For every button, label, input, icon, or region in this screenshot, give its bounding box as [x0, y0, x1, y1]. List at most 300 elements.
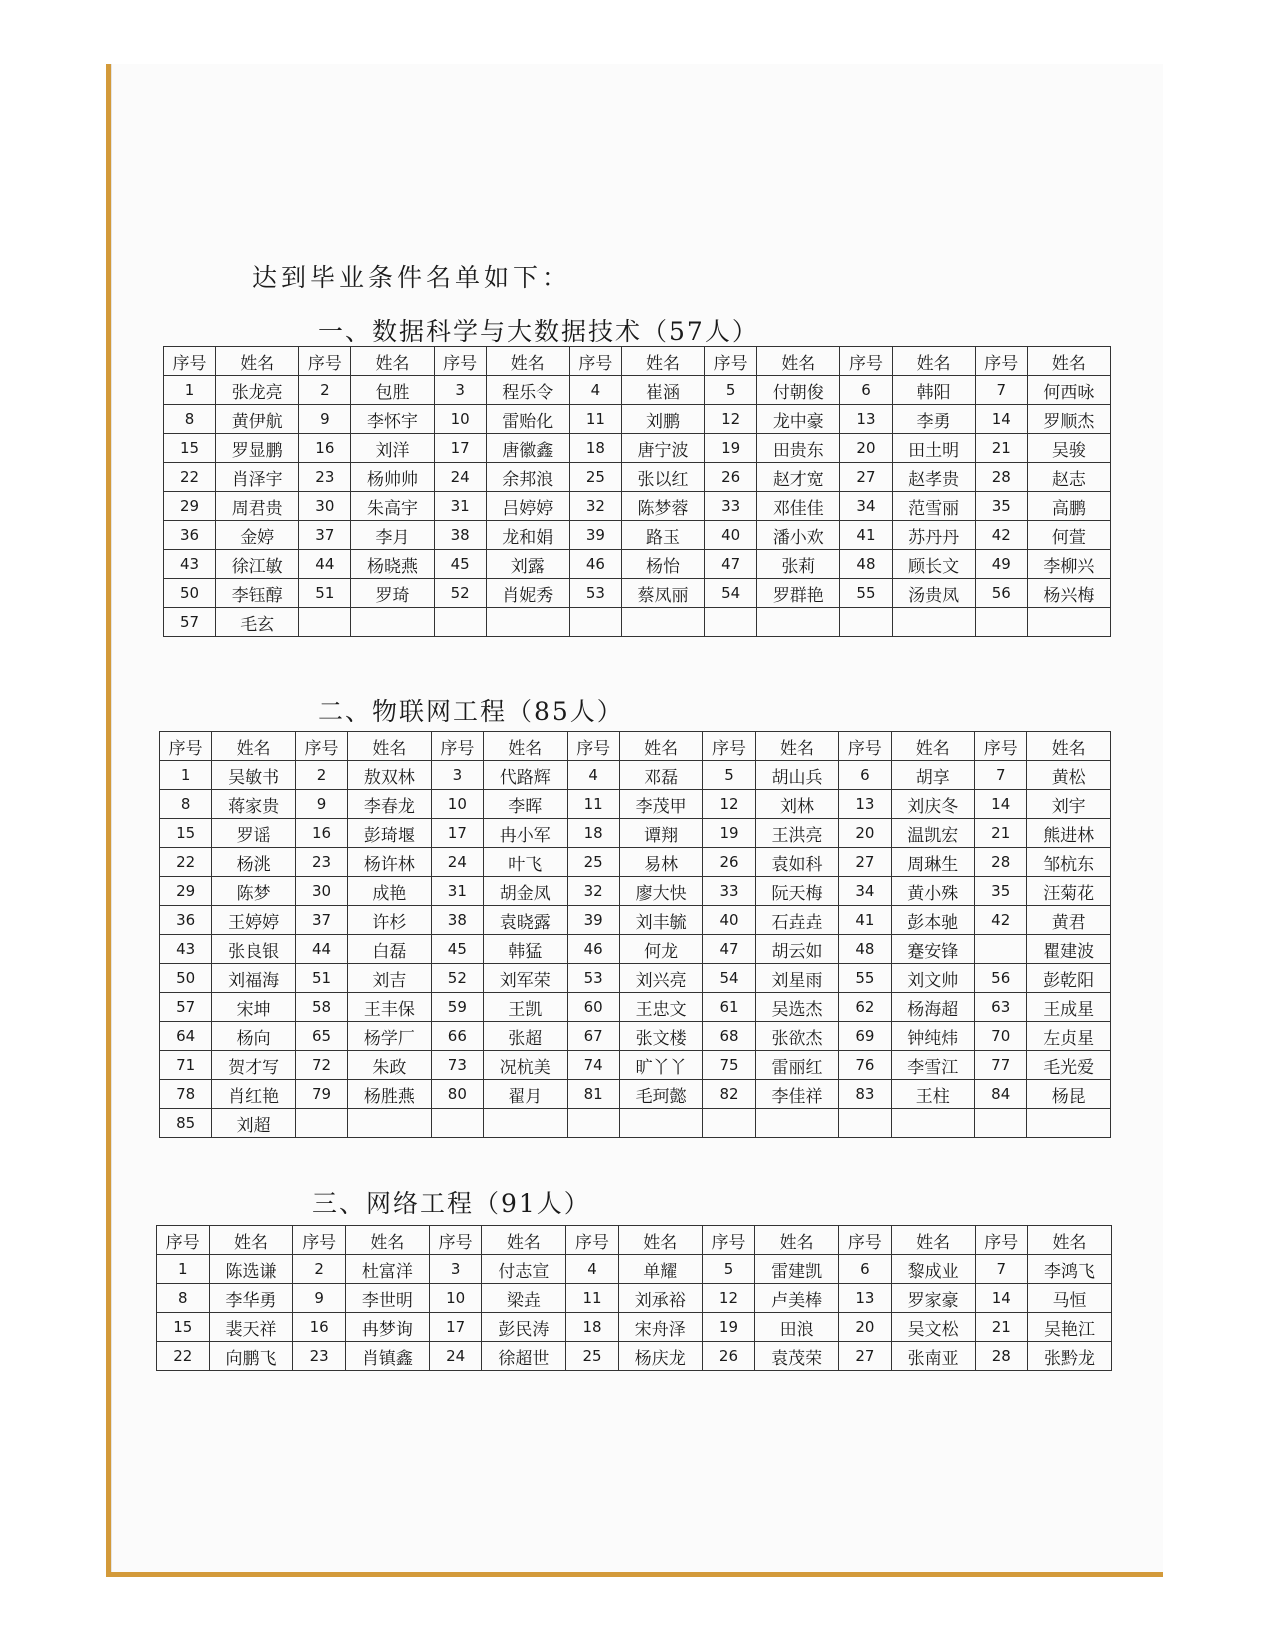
table-header-row [157, 1226, 1112, 1255]
cell-name: 杨学厂 [348, 1022, 432, 1051]
cell-number: 19 [703, 819, 755, 848]
cell-name: 胡享 [891, 761, 975, 790]
cell-name: 杨庆龙 [618, 1342, 702, 1371]
cell-number: 18 [567, 819, 619, 848]
cell-name: 罗显鹏 [216, 434, 299, 463]
header-no: 序号 [160, 732, 212, 761]
cell-number: 83 [839, 1080, 891, 1109]
cell-number: 9 [295, 790, 347, 819]
cell-number: 41 [840, 521, 892, 550]
cell-name: 裴天祥 [209, 1313, 293, 1342]
page-heading: 达到毕业条件名单如下： [252, 263, 572, 292]
table-row [164, 608, 1111, 637]
cell-name: 吴文松 [891, 1313, 975, 1342]
cell-number: 15 [160, 819, 212, 848]
cell-number: 85 [160, 1109, 212, 1138]
roster-table-1 [163, 346, 1111, 637]
cell-number: 66 [431, 1022, 483, 1051]
cell-number: 3 [431, 761, 483, 790]
table-row [164, 521, 1111, 550]
cell-name: 左贞星 [1027, 1022, 1111, 1051]
cell-number: 65 [295, 1022, 347, 1051]
cell-number: 17 [434, 434, 486, 463]
cell-number: 13 [840, 405, 892, 434]
cell-number: 57 [164, 608, 216, 637]
cell-number: 54 [705, 579, 757, 608]
header-name: 姓名 [351, 347, 434, 376]
cell-name: 刘承裕 [618, 1284, 702, 1313]
cell-name: 李钰醇 [216, 579, 299, 608]
cell-name: 袁如科 [755, 848, 839, 877]
cell-name: 唐宁波 [621, 434, 704, 463]
cell-name: 邓佳佳 [757, 492, 840, 521]
cell-name: 刘宇 [1027, 790, 1111, 819]
cell-number: 59 [431, 993, 483, 1022]
header-name: 姓名 [482, 1226, 566, 1255]
cell-number: 10 [434, 405, 486, 434]
cell-number: 55 [840, 579, 892, 608]
cell-number: 14 [975, 790, 1027, 819]
cell-name: 范雪丽 [892, 492, 975, 521]
cell-number [299, 608, 351, 637]
cell-number: 9 [293, 1284, 346, 1313]
header-no: 序号 [840, 347, 892, 376]
cell-name: 钟纯炜 [891, 1022, 975, 1051]
cell-name: 黄小殊 [891, 877, 975, 906]
cell-number: 68 [703, 1022, 755, 1051]
header-name: 姓名 [209, 1226, 293, 1255]
cell-name: 毛珂懿 [619, 1080, 703, 1109]
cell-number: 33 [705, 492, 757, 521]
cell-number: 2 [299, 376, 351, 405]
cell-number: 27 [839, 1342, 892, 1371]
cell-name: 龙中豪 [757, 405, 840, 434]
cell-name: 王凯 [484, 993, 568, 1022]
cell-number [975, 608, 1027, 637]
cell-number: 52 [434, 579, 486, 608]
cell-name [892, 608, 975, 637]
header-name: 姓名 [348, 732, 432, 761]
table-row [160, 935, 1111, 964]
cell-name: 刘林 [755, 790, 839, 819]
cell-name: 王婷婷 [212, 906, 296, 935]
header-name: 姓名 [212, 732, 296, 761]
cell-name: 包胜 [351, 376, 434, 405]
cell-number: 56 [975, 579, 1027, 608]
cell-name: 石垚垚 [755, 906, 839, 935]
cell-number: 5 [703, 761, 755, 790]
cell-name: 梁垚 [482, 1284, 566, 1313]
cell-number: 26 [703, 848, 755, 877]
cell-name: 胡金凤 [484, 877, 568, 906]
table-row [160, 964, 1111, 993]
cell-name: 杨兴梅 [1027, 579, 1110, 608]
table-header-row [160, 732, 1111, 761]
cell-number: 50 [160, 964, 212, 993]
cell-number: 47 [705, 550, 757, 579]
cell-number: 11 [569, 405, 621, 434]
cell-number: 8 [160, 790, 212, 819]
cell-number: 52 [431, 964, 483, 993]
cell-number: 5 [705, 376, 757, 405]
cell-name: 蔡凤丽 [621, 579, 704, 608]
header-name: 姓名 [1027, 732, 1111, 761]
cell-number: 11 [567, 790, 619, 819]
cell-name [755, 1109, 839, 1138]
table-row [164, 463, 1111, 492]
cell-name: 吴敏书 [212, 761, 296, 790]
table-row [160, 819, 1111, 848]
cell-number: 1 [157, 1255, 210, 1284]
cell-name: 彭本驰 [891, 906, 975, 935]
header-no: 序号 [975, 1226, 1028, 1255]
cell-name: 刘丰毓 [619, 906, 703, 935]
cell-number: 20 [839, 1313, 892, 1342]
cell-name: 胡山兵 [755, 761, 839, 790]
cell-name: 罗琦 [351, 579, 434, 608]
cell-number [839, 1109, 891, 1138]
cell-number: 25 [569, 463, 621, 492]
header-no: 序号 [703, 732, 755, 761]
cell-number: 15 [164, 434, 216, 463]
cell-number [703, 1109, 755, 1138]
cell-number: 79 [295, 1080, 347, 1109]
cell-number: 1 [164, 376, 216, 405]
cell-number: 22 [157, 1342, 210, 1371]
cell-name: 宋坤 [212, 993, 296, 1022]
header-name: 姓名 [1027, 347, 1110, 376]
cell-name: 成艳 [348, 877, 432, 906]
cell-number: 35 [975, 877, 1027, 906]
cell-name: 吴艳江 [1028, 1313, 1112, 1342]
cell-name: 李怀宇 [351, 405, 434, 434]
cell-number: 33 [703, 877, 755, 906]
cell-number: 39 [569, 521, 621, 550]
header-name: 姓名 [216, 347, 299, 376]
cell-name: 何龙 [619, 935, 703, 964]
cell-name: 蹇安锋 [891, 935, 975, 964]
cell-number: 14 [975, 1284, 1028, 1313]
cell-name: 杨洮 [212, 848, 296, 877]
cell-number [431, 1109, 483, 1138]
cell-number: 16 [293, 1313, 346, 1342]
cell-number: 77 [975, 1051, 1027, 1080]
cell-name: 顾长文 [892, 550, 975, 579]
cell-name: 李茂甲 [619, 790, 703, 819]
cell-name: 赵才宽 [757, 463, 840, 492]
cell-number: 44 [299, 550, 351, 579]
cell-number: 34 [839, 877, 891, 906]
cell-number: 15 [157, 1313, 210, 1342]
cell-name: 罗谣 [212, 819, 296, 848]
cell-number: 32 [567, 877, 619, 906]
header-name: 姓名 [619, 732, 703, 761]
cell-name: 彭乾阳 [1027, 964, 1111, 993]
cell-name: 刘兴亮 [619, 964, 703, 993]
cell-name [348, 1109, 432, 1138]
cell-number: 45 [431, 935, 483, 964]
cell-name [891, 1109, 975, 1138]
cell-number: 42 [975, 521, 1027, 550]
cell-name [757, 608, 840, 637]
table-header-row [164, 347, 1111, 376]
cell-name: 徐江敏 [216, 550, 299, 579]
cell-name: 贺才写 [212, 1051, 296, 1080]
cell-number: 51 [295, 964, 347, 993]
cell-name: 韩阳 [892, 376, 975, 405]
cell-name: 张黔龙 [1028, 1342, 1112, 1371]
cell-number: 50 [164, 579, 216, 608]
cell-number: 20 [839, 819, 891, 848]
cell-name: 胡云如 [755, 935, 839, 964]
cell-name: 毛玄 [216, 608, 299, 637]
cell-name: 袁晓露 [484, 906, 568, 935]
cell-name: 吕婷婷 [486, 492, 569, 521]
cell-number: 26 [702, 1342, 755, 1371]
table-row [160, 906, 1111, 935]
cell-name: 吴选杰 [755, 993, 839, 1022]
cell-number: 29 [160, 877, 212, 906]
cell-number: 82 [703, 1080, 755, 1109]
table-row [160, 790, 1111, 819]
cell-number: 17 [429, 1313, 482, 1342]
cell-number: 39 [567, 906, 619, 935]
cell-number: 76 [839, 1051, 891, 1080]
cell-number: 44 [295, 935, 347, 964]
table-row [157, 1284, 1112, 1313]
cell-name: 彭民涛 [482, 1313, 566, 1342]
cell-number: 51 [299, 579, 351, 608]
table-row [160, 1080, 1111, 1109]
cell-number: 35 [975, 492, 1027, 521]
cell-name: 熊进林 [1027, 819, 1111, 848]
cell-number [567, 1109, 619, 1138]
cell-name: 何西咏 [1027, 376, 1110, 405]
cell-number: 13 [839, 790, 891, 819]
cell-name: 李世明 [345, 1284, 429, 1313]
cell-name [621, 608, 704, 637]
cell-number: 12 [702, 1284, 755, 1313]
cell-name: 高鹏 [1027, 492, 1110, 521]
cell-number: 10 [431, 790, 483, 819]
cell-name: 阮天梅 [755, 877, 839, 906]
table-row [160, 1051, 1111, 1080]
cell-name: 杨海超 [891, 993, 975, 1022]
cell-name: 冉梦询 [345, 1313, 429, 1342]
cell-name: 敖双林 [348, 761, 432, 790]
cell-name: 彭琦堰 [348, 819, 432, 848]
cell-name: 张莉 [757, 550, 840, 579]
section-title-1: 一、数据科学与大数据技术（57人） [318, 317, 759, 346]
cell-number: 69 [839, 1022, 891, 1051]
cell-number: 24 [431, 848, 483, 877]
cell-name: 况杭美 [484, 1051, 568, 1080]
cell-number: 24 [434, 463, 486, 492]
cell-name: 蒋家贵 [212, 790, 296, 819]
header-name: 姓名 [757, 347, 840, 376]
cell-number: 10 [429, 1284, 482, 1313]
cell-name: 李月 [351, 521, 434, 550]
cell-name: 罗顺杰 [1027, 405, 1110, 434]
cell-number: 21 [975, 819, 1027, 848]
table-row [157, 1313, 1112, 1342]
cell-name: 何萱 [1027, 521, 1110, 550]
cell-name: 杨昆 [1027, 1080, 1111, 1109]
cell-name: 唐徽鑫 [486, 434, 569, 463]
cell-name: 刘洋 [351, 434, 434, 463]
cell-number: 7 [975, 761, 1027, 790]
cell-number: 41 [839, 906, 891, 935]
cell-name: 谭翔 [619, 819, 703, 848]
cell-number: 71 [160, 1051, 212, 1080]
cell-number: 78 [160, 1080, 212, 1109]
cell-number: 73 [431, 1051, 483, 1080]
cell-number: 74 [567, 1051, 619, 1080]
cell-name: 苏丹丹 [892, 521, 975, 550]
cell-name: 李勇 [892, 405, 975, 434]
cell-name: 刘吉 [348, 964, 432, 993]
cell-name: 杨胜燕 [348, 1080, 432, 1109]
cell-number: 37 [299, 521, 351, 550]
roster-table-3 [156, 1225, 1112, 1371]
cell-name: 李春龙 [348, 790, 432, 819]
cell-number: 54 [703, 964, 755, 993]
cell-number: 60 [567, 993, 619, 1022]
header-name: 姓名 [891, 732, 975, 761]
cell-number: 24 [429, 1342, 482, 1371]
cell-name: 张龙亮 [216, 376, 299, 405]
cell-number: 47 [703, 935, 755, 964]
cell-name: 李鸿飞 [1028, 1255, 1112, 1284]
cell-number: 58 [295, 993, 347, 1022]
header-no: 序号 [295, 732, 347, 761]
cell-name: 许杉 [348, 906, 432, 935]
cell-number: 16 [295, 819, 347, 848]
cell-number: 30 [299, 492, 351, 521]
cell-number: 45 [434, 550, 486, 579]
cell-number: 27 [840, 463, 892, 492]
cell-number: 7 [975, 1255, 1028, 1284]
cell-number: 42 [975, 906, 1027, 935]
header-name: 姓名 [892, 347, 975, 376]
section-title-3: 三、网络工程（91人） [312, 1189, 591, 1218]
header-no: 序号 [567, 732, 619, 761]
table-row [164, 492, 1111, 521]
cell-name: 刘军荣 [484, 964, 568, 993]
cell-number: 84 [975, 1080, 1027, 1109]
header-no: 序号 [299, 347, 351, 376]
table-row [160, 1109, 1111, 1138]
cell-name: 金婷 [216, 521, 299, 550]
cell-name: 田浪 [755, 1313, 839, 1342]
cell-number: 9 [299, 405, 351, 434]
cell-name: 王忠文 [619, 993, 703, 1022]
table-row [164, 579, 1111, 608]
cell-number: 43 [160, 935, 212, 964]
cell-name: 肖镇鑫 [345, 1342, 429, 1371]
header-name: 姓名 [755, 1226, 839, 1255]
cell-number: 57 [160, 993, 212, 1022]
cell-number: 11 [566, 1284, 619, 1313]
table-row [160, 993, 1111, 1022]
cell-name: 杨向 [212, 1022, 296, 1051]
cell-name: 张以红 [621, 463, 704, 492]
cell-number: 61 [703, 993, 755, 1022]
cell-name: 周君贵 [216, 492, 299, 521]
header-no: 序号 [705, 347, 757, 376]
header-name: 姓名 [345, 1226, 429, 1255]
header-no: 序号 [569, 347, 621, 376]
cell-number: 22 [160, 848, 212, 877]
cell-name: 叶飞 [484, 848, 568, 877]
cell-number: 19 [702, 1313, 755, 1342]
cell-number [975, 935, 1027, 964]
cell-name: 张欲杰 [755, 1022, 839, 1051]
cell-name: 黄松 [1027, 761, 1111, 790]
cell-number: 1 [160, 761, 212, 790]
header-name: 姓名 [621, 347, 704, 376]
cell-name: 黄伊航 [216, 405, 299, 434]
cell-name: 龙和娟 [486, 521, 569, 550]
cell-number: 26 [705, 463, 757, 492]
cell-name [351, 608, 434, 637]
cell-number: 19 [705, 434, 757, 463]
cell-number [705, 608, 757, 637]
table-row [160, 848, 1111, 877]
cell-name [484, 1109, 568, 1138]
cell-number: 37 [295, 906, 347, 935]
cell-number: 28 [975, 1342, 1028, 1371]
cell-name: 陈梦蓉 [621, 492, 704, 521]
cell-number: 72 [295, 1051, 347, 1080]
cell-number: 14 [975, 405, 1027, 434]
cell-number [434, 608, 486, 637]
cell-number: 13 [839, 1284, 892, 1313]
cell-number: 3 [434, 376, 486, 405]
header-no: 序号 [429, 1226, 482, 1255]
header-name: 姓名 [484, 732, 568, 761]
cell-number: 38 [434, 521, 486, 550]
cell-number: 30 [295, 877, 347, 906]
cell-name: 邹杭东 [1027, 848, 1111, 877]
cell-name: 杨帅帅 [351, 463, 434, 492]
cell-name [1027, 608, 1110, 637]
cell-number: 22 [164, 463, 216, 492]
cell-name: 周琳生 [891, 848, 975, 877]
cell-number: 64 [160, 1022, 212, 1051]
cell-number: 40 [703, 906, 755, 935]
cell-name: 李柳兴 [1027, 550, 1110, 579]
cell-name: 罗家豪 [891, 1284, 975, 1313]
cell-name: 路玉 [621, 521, 704, 550]
cell-name: 吴骏 [1027, 434, 1110, 463]
header-no: 序号 [434, 347, 486, 376]
header-no: 序号 [839, 1226, 892, 1255]
cell-name: 张超 [484, 1022, 568, 1051]
cell-name: 杨怡 [621, 550, 704, 579]
cell-name: 田贵东 [757, 434, 840, 463]
cell-name: 冉小军 [484, 819, 568, 848]
cell-name: 潘小欢 [757, 521, 840, 550]
cell-number [295, 1109, 347, 1138]
cell-name: 李晖 [484, 790, 568, 819]
cell-name: 罗群艳 [757, 579, 840, 608]
cell-name: 王成星 [1027, 993, 1111, 1022]
cell-name: 翟月 [484, 1080, 568, 1109]
table-row [164, 405, 1111, 434]
header-no: 序号 [702, 1226, 755, 1255]
cell-number: 6 [839, 761, 891, 790]
